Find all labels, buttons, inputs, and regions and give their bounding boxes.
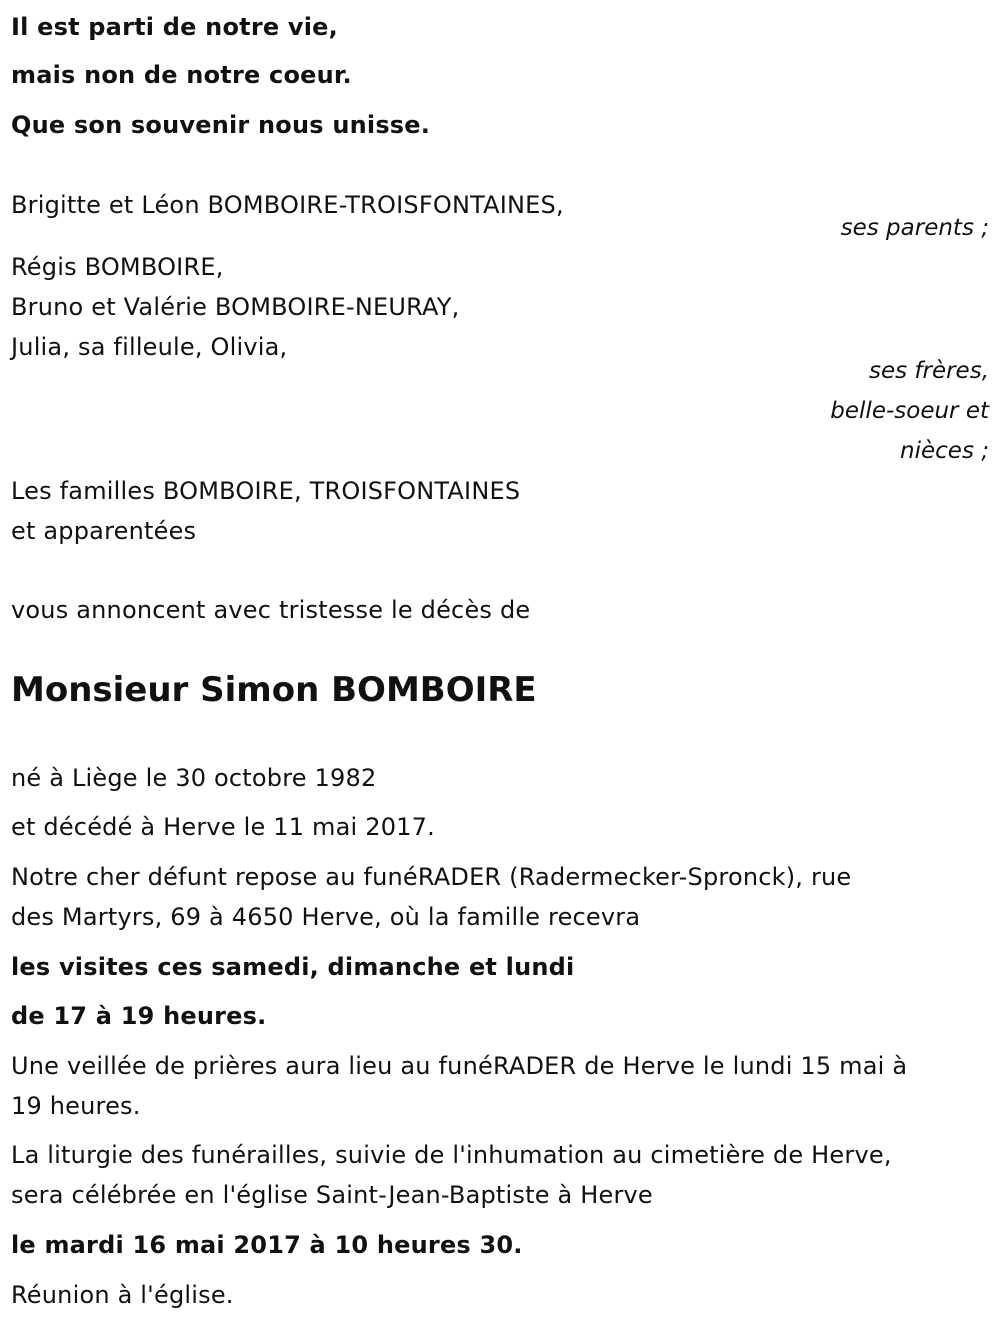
visits-line: les visites ces samedi, dimanche et lundi xyxy=(11,953,575,981)
funeral-line: La liturgie des funérailles, suivie de l'inhumation au cimetière de Herve, xyxy=(11,1141,892,1169)
rest-place-line: des Martyrs, 69 à 4650 Herve, où la famille recevra xyxy=(11,903,641,931)
funeral-line: sera célébrée en l'église Saint-Jean-Baptiste à Herve xyxy=(11,1181,653,1209)
visits-line: de 17 à 19 heures. xyxy=(11,1002,267,1030)
vigil-line: Une veillée de prières aura lieu au funéRADER de Herve le lundi 15 mai à xyxy=(11,1052,908,1080)
death-info: et décédé à Herve le 11 mai 2017. xyxy=(11,813,435,841)
siblings-role: ses frères, xyxy=(868,358,989,384)
parents-role: ses parents ; xyxy=(840,215,989,241)
parents-names: Brigitte et Léon BOMBOIRE-TROISFONTAINES, xyxy=(11,191,564,219)
epigraph-line: Que son souvenir nous unisse. xyxy=(11,111,431,139)
epigraph-line: mais non de notre coeur. xyxy=(11,61,352,89)
sibling-name: Régis BOMBOIRE, xyxy=(11,253,224,281)
sibling-name: Bruno et Valérie BOMBOIRE-NEURAY, xyxy=(11,293,460,321)
extended-family: Les familles BOMBOIRE, TROISFONTAINES xyxy=(11,477,521,505)
deceased-name: Monsieur Simon BOMBOIRE xyxy=(11,670,537,710)
meeting-info: Réunion à l'église. xyxy=(11,1281,234,1309)
birth-info: né à Liège le 30 octobre 1982 xyxy=(11,764,377,792)
sibling-name: Julia, sa filleule, Olivia, xyxy=(11,333,288,361)
vigil-line: 19 heures. xyxy=(11,1092,141,1120)
epigraph-line: Il est parti de notre vie, xyxy=(11,13,338,41)
extended-family: et apparentées xyxy=(11,517,197,545)
siblings-role: belle-soeur et xyxy=(830,398,989,424)
announcement-text: vous annoncent avec tristesse le décès de xyxy=(11,596,531,624)
rest-place-line: Notre cher défunt repose au funéRADER (Radermecker-Spronck), rue xyxy=(11,863,852,891)
siblings-role: nièces ; xyxy=(900,438,989,464)
funeral-date: le mardi 16 mai 2017 à 10 heures 30. xyxy=(11,1231,523,1259)
